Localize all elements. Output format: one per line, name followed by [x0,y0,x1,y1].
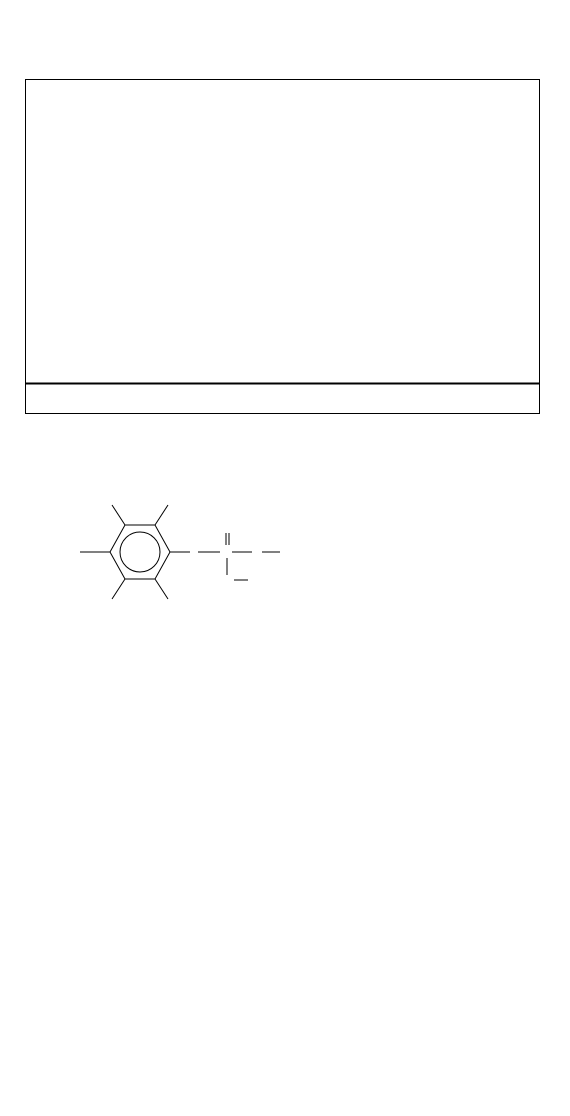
nmr-spectrum-chart [0,0,570,470]
bond-a-bot [112,579,125,599]
bond-a-top [112,505,125,525]
bond-b-bot [155,579,168,599]
bond-b-top [155,505,168,525]
aromatic-circle [120,532,160,572]
benzene-ring [110,525,170,579]
plot-frame [26,80,540,414]
